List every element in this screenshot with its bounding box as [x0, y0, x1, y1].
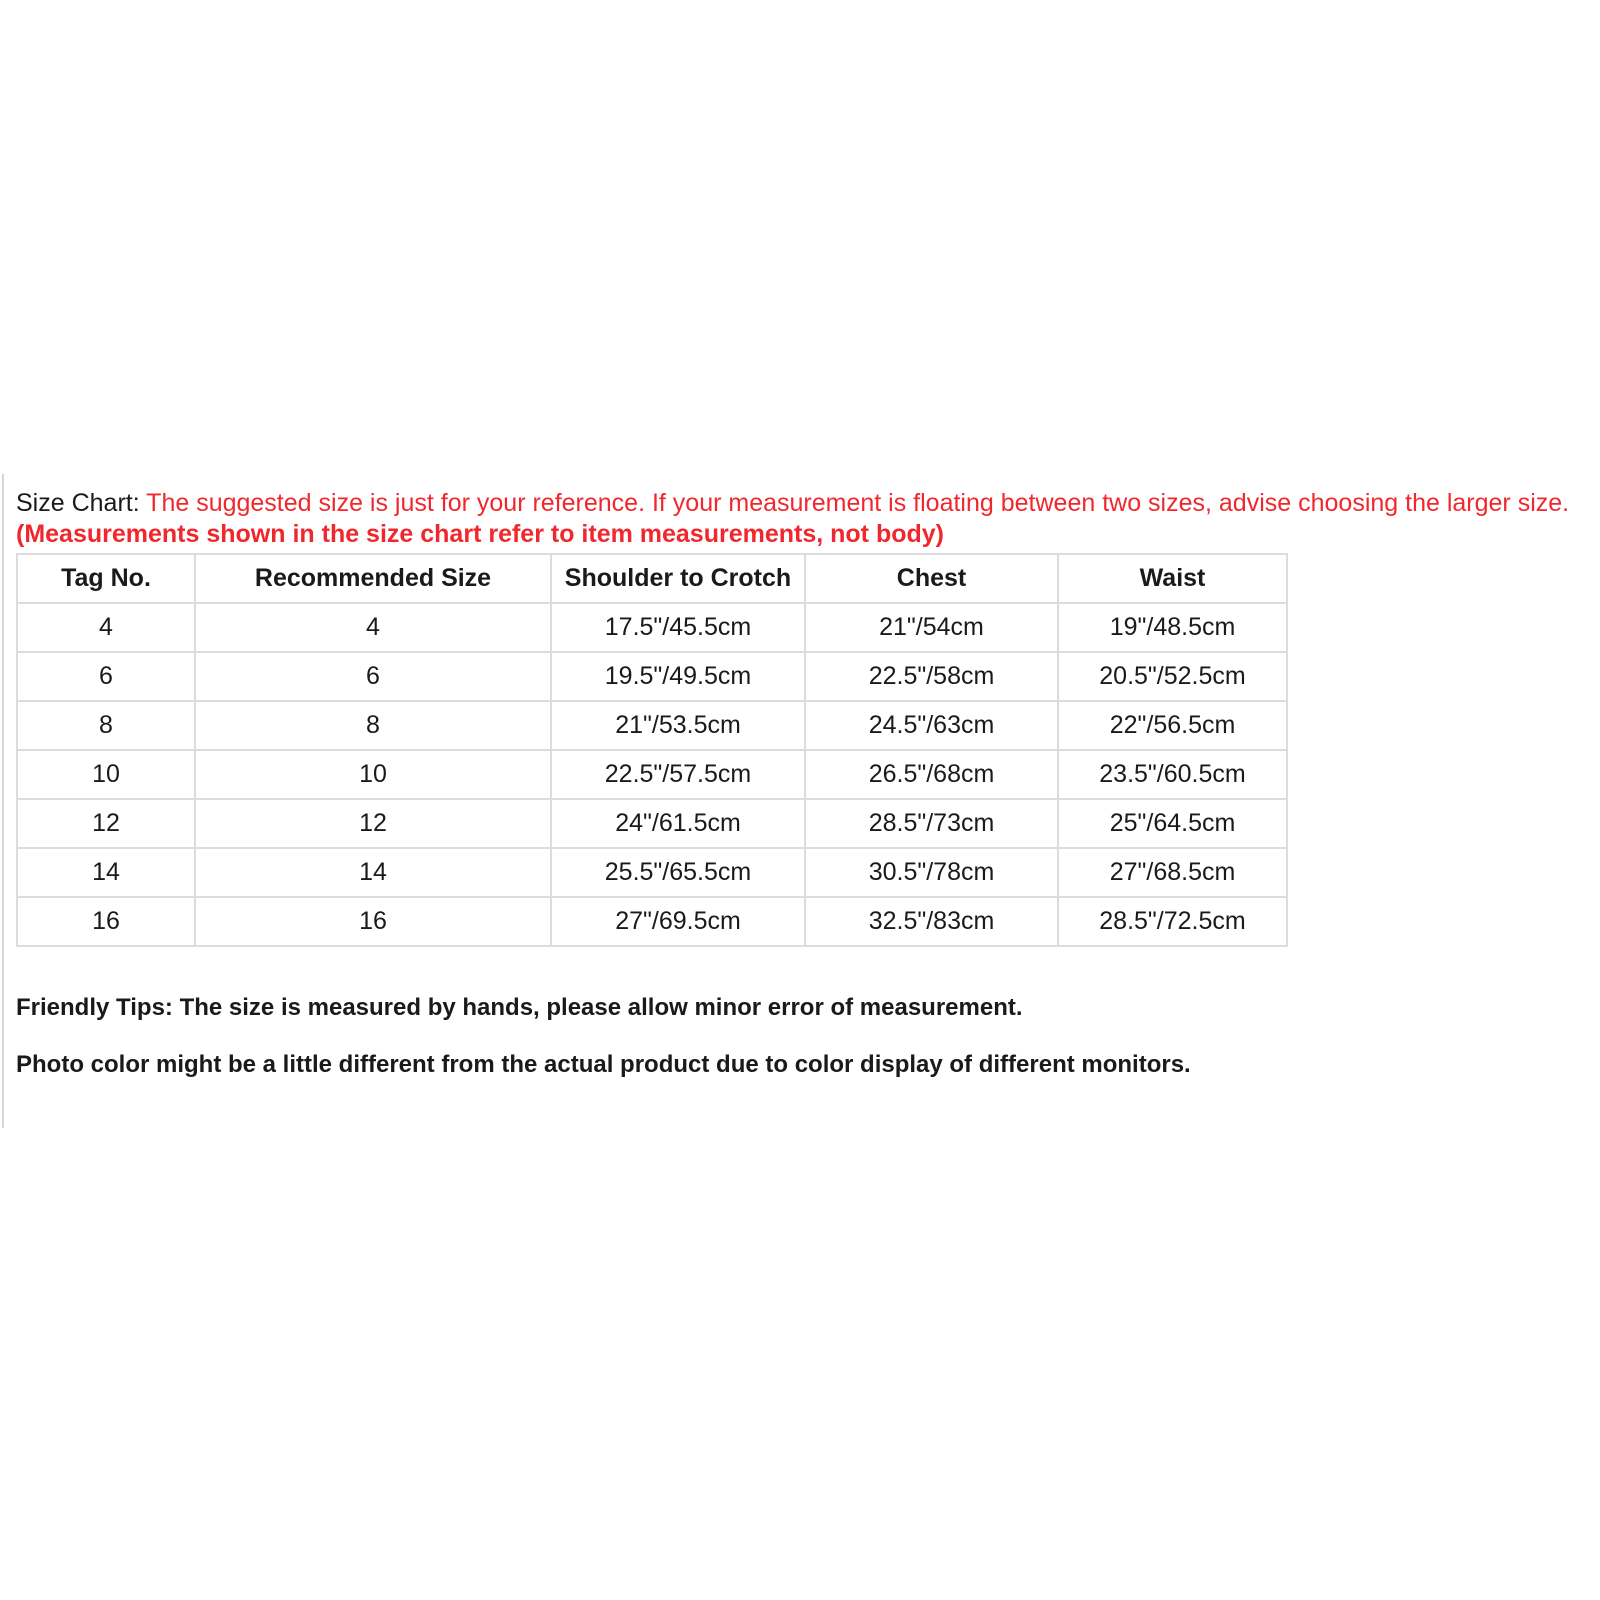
cell-waist: 23.5"/60.5cm — [1058, 750, 1287, 799]
cell-recommended-size: 12 — [195, 799, 551, 848]
table-row — [17, 848, 1287, 897]
size-chart-section — [16, 488, 1596, 1107]
cell-shoulder-to-crotch: 17.5"/45.5cm — [551, 603, 805, 652]
cell-recommended-size: 10 — [195, 750, 551, 799]
cell-shoulder-to-crotch: 27"/69.5cm — [551, 897, 805, 946]
cell-chest: 28.5"/73cm — [805, 799, 1058, 848]
cell-tag-no: 8 — [17, 701, 195, 750]
table-row — [17, 603, 1287, 652]
size-chart-intro: Size Chart: The suggested size is just for your reference. If your measurement is floating between two sizes, advise choosing the larger size. — [16, 489, 1570, 517]
cell-waist: 28.5"/72.5cm — [1058, 897, 1287, 946]
cell-recommended-size: 14 — [195, 848, 551, 897]
cell-tag-no: 6 — [17, 652, 195, 701]
cell-chest: 30.5"/78cm — [805, 848, 1058, 897]
friendly-tips — [16, 993, 1596, 1080]
cell-chest: 21"/54cm — [805, 603, 1058, 652]
cell-tag-no: 10 — [17, 750, 195, 799]
cell-chest: 24.5"/63cm — [805, 701, 1058, 750]
cell-waist: 22"/56.5cm — [1058, 701, 1287, 750]
cell-waist: 19"/48.5cm — [1058, 603, 1287, 652]
cell-waist: 20.5"/52.5cm — [1058, 652, 1287, 701]
cell-recommended-size: 4 — [195, 603, 551, 652]
size-chart-label: Size Chart — [16, 489, 133, 517]
cell-waist: 25"/64.5cm — [1058, 799, 1287, 848]
tip-photo-color: Photo color might be a little different from the actual product due to color display of different monitors. — [16, 1051, 1191, 1078]
cell-waist: 27"/68.5cm — [1058, 848, 1287, 897]
table-row — [17, 701, 1287, 750]
table-row — [17, 897, 1287, 946]
header-chest: Chest — [805, 554, 1058, 603]
table-row — [17, 799, 1287, 848]
cell-shoulder-to-crotch: 24"/61.5cm — [551, 799, 805, 848]
cell-shoulder-to-crotch: 22.5"/57.5cm — [551, 750, 805, 799]
header-shoulder-to-crotch: Shoulder to Crotch — [551, 554, 805, 603]
cell-recommended-size: 6 — [195, 652, 551, 701]
cell-shoulder-to-crotch: 21"/53.5cm — [551, 701, 805, 750]
table-row — [17, 750, 1287, 799]
header-recommended-size: Recommended Size — [195, 554, 551, 603]
cell-chest: 32.5"/83cm — [805, 897, 1058, 946]
cell-recommended-size: 16 — [195, 897, 551, 946]
cell-shoulder-to-crotch: 19.5"/49.5cm — [551, 652, 805, 701]
cell-tag-no: 4 — [17, 603, 195, 652]
tip-measurement: Friendly Tips: The size is measured by hands, please allow minor error of measurement. — [16, 994, 1023, 1021]
cell-recommended-size: 8 — [195, 701, 551, 750]
table-header-row — [17, 554, 1287, 603]
cell-chest: 22.5"/58cm — [805, 652, 1058, 701]
size-table — [16, 553, 1288, 947]
cell-tag-no: 14 — [17, 848, 195, 897]
cell-tag-no: 16 — [17, 897, 195, 946]
cell-shoulder-to-crotch: 25.5"/65.5cm — [551, 848, 805, 897]
cell-tag-no: 12 — [17, 799, 195, 848]
cell-chest: 26.5"/68cm — [805, 750, 1058, 799]
table-row — [17, 652, 1287, 701]
left-divider — [2, 474, 4, 1128]
measurement-note: (Measurements shown in the size chart refer to item measurements, not body) — [16, 520, 944, 548]
header-waist: Waist — [1058, 554, 1287, 603]
header-tag-no: Tag No. — [17, 554, 195, 603]
size-chart-note: The suggested size is just for your reference. If your measurement is floating between two sizes, advise choosing the larger size. — [146, 489, 1570, 517]
